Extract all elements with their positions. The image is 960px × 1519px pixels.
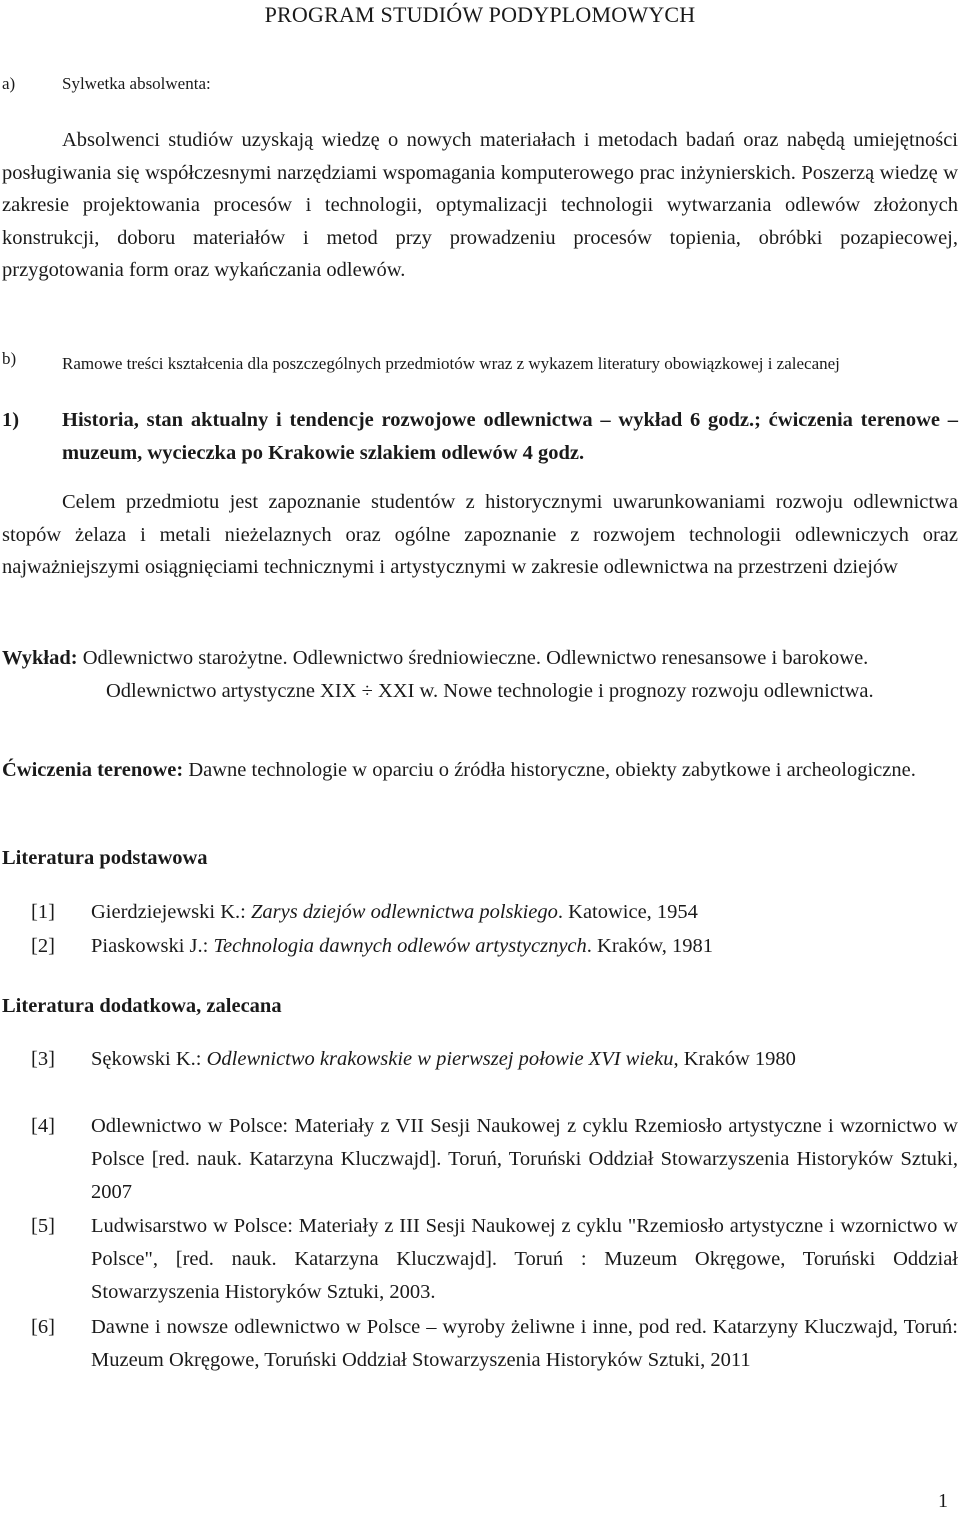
- section-a-paragraph: Absolwenci studiów uzyskają wiedzę o nowych materiałach i metodach badań oraz nabędą umiejętności posługiwania się współczesnymi narzędziami wspomagania komputerowego prac inżynierskich. Poszerzą wiedzę w zakresie projektowania procesów i technologii, optymalizacji technologii wytwarzania odlewów złożonych konstrukcji, doboru materiałów i metod przy prowadzeniu procesów topienia, obróbki pozapiecowej, przygotowania form oraz wykańczania odlewów.: [2, 129, 958, 281]
- reference-number: [6]: [31, 1316, 55, 1338]
- reference-number: [1]: [31, 901, 55, 923]
- section-b-text: Ramowe treści kształcenia dla poszczególnych przedmiotów wraz z wykazem literatury obowiązkowej i zalecanej: [62, 354, 840, 373]
- reference-details: Odlewnictwo w Polsce: Materiały z VII Sesji Naukowej z cyklu Rzemiosło artystyczne i wzornictwo w Polsce [red. nauk. Katarzyna Kluczwajd]. Toruń, Toruński Oddział Stowarzyszenia Historyków Sztuki, 2007: [91, 1115, 958, 1203]
- reference-item: [2, 1110, 958, 1209]
- reference-details: , Kraków 1980: [673, 1048, 796, 1070]
- reference-item: [2, 1210, 958, 1309]
- section-a-heading: [62, 74, 211, 94]
- lit-extra-heading: Literatura dodatkowa, zalecana: [2, 995, 282, 1017]
- reference-title: Technologia dawnych odlewów artystycznych: [213, 935, 587, 957]
- course-number: 1): [2, 409, 20, 431]
- section-b-marker: b): [2, 349, 17, 368]
- reference-item: [2, 1043, 958, 1076]
- reference-author: Sękowski K.:: [91, 1048, 207, 1070]
- reference-item: [2, 896, 958, 929]
- course-heading: Historia, stan aktualny i tendencje rozwojowe odlewnictwa – wykład 6 godz.; ćwiczenia terenowe – muzeum, wycieczka po Krakowie szlakiem odlewów 4 godz.: [62, 409, 958, 464]
- lecture-block: [2, 642, 958, 707]
- page-title: PROGRAM STUDIÓW PODYPLOMOWYCH: [264, 2, 696, 27]
- reference-details: . Katowice, 1954: [557, 901, 698, 923]
- section-a-colon: :: [206, 74, 211, 93]
- lecture-label: Wykład:: [2, 647, 78, 669]
- page-number: 1: [938, 1490, 948, 1512]
- course-goal: Celem przedmiotu jest zapoznanie studentów z historycznymi uwarunkowaniami rozwoju odlewnictwa stopów żelaza i metali nieżelaznych oraz ogólne zapoznanie z rozwojem technologii odlewniczych oraz najważniejszymi osiągnięciami technicznymi i artystycznymi w zakresie odlewnictwa na przestrzeni dziejów: [2, 491, 958, 578]
- reference-details: . Kraków, 1981: [586, 935, 713, 957]
- lecture-text: Odlewnictwo starożytne. Odlewnictwo średniowieczne. Odlewnictwo renesansowe i barokowe. Odlewnictwo artystyczne XIX ÷ XXI w. Nowe technologie i prognozy rozwoju odlewnictwa.: [82, 647, 874, 702]
- reference-details: Dawne i nowsze odlewnictwo w Polsce – wyroby żeliwne i inne, pod red. Katarzyny Kluczwajd, Toruń: Muzeum Okręgowe, Toruński Oddział Stowarzyszenia Historyków Sztuki, 2011: [91, 1316, 958, 1371]
- reference-author: Piaskowski J.:: [91, 935, 214, 957]
- reference-number: [2]: [31, 935, 55, 957]
- reference-number: [3]: [31, 1048, 55, 1070]
- reference-details: Ludwisarstwo w Polsce: Materiały z III Sesji Naukowej z cyklu "Rzemiosło artystyczne i wzornictwo w Polsce", [red. nauk. Katarzyna Kluczwajd]. Toruń : Muzeum Okręgowe, Toruński Oddział Stowarzyszenia Historyków Sztuki, 2003.: [91, 1215, 958, 1303]
- section-a-label: Sylwetka absolwenta: [62, 74, 206, 93]
- reference-item: [2, 1311, 958, 1377]
- section-a-marker: a): [2, 74, 16, 93]
- reference-title: Zarys dziejów odlewnictwa polskiego: [250, 901, 558, 923]
- exercise-block: [2, 754, 958, 787]
- reference-author: Gierdziejewski K.:: [91, 901, 251, 923]
- reference-title: Odlewnictwo krakowskie w pierwszej połowie XVI wieku: [206, 1048, 674, 1070]
- exercise-text: Dawne technologie w oparciu o źródła historyczne, obiekty zabytkowe i archeologiczne.: [188, 759, 916, 781]
- lit-basic-heading: Literatura podstawowa: [2, 847, 208, 869]
- exercise-label: Ćwiczenia terenowe:: [2, 759, 184, 781]
- reference-number: [5]: [31, 1215, 55, 1237]
- reference-number: [4]: [31, 1115, 55, 1137]
- reference-item: [2, 930, 958, 963]
